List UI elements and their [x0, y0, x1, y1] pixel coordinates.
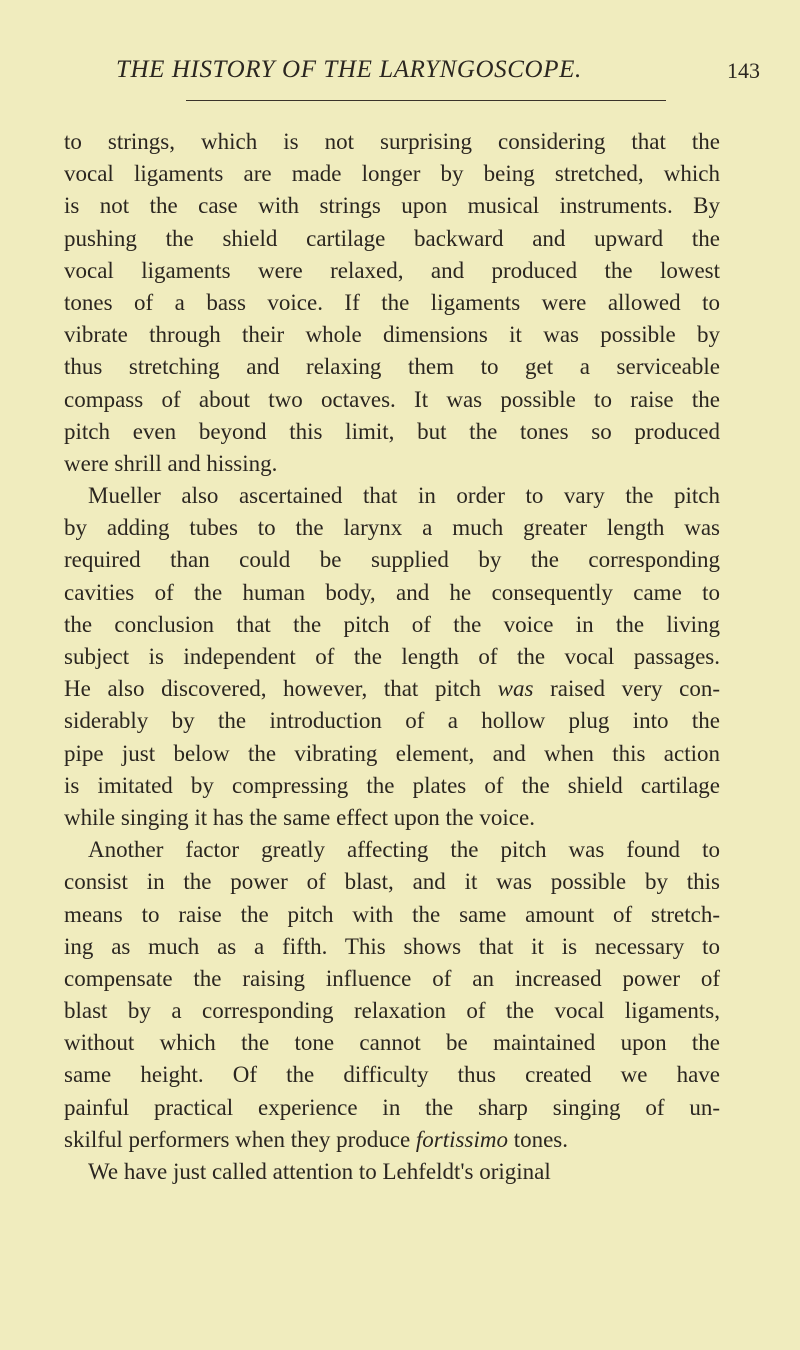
text-line: vocal ligaments are made longer by being stretched, which	[64, 161, 720, 187]
text-line: means to raise the pitch with the same amount of stretch-	[64, 901, 720, 927]
text-line: consist in the power of blast, and it was possible by this	[64, 869, 720, 895]
text-segment: skilful performers when they produce	[64, 1126, 411, 1152]
text-line: while singing it has the same effect upon the voice.	[64, 804, 535, 830]
running-head	[80, 56, 760, 88]
text-line: cavities of the human body, and he consequently came to	[64, 579, 720, 605]
text-line: blast by a corresponding relaxation of the vocal ligaments,	[64, 998, 720, 1024]
text-line: Mueller also ascertained that in order to vary the pitch	[88, 483, 720, 509]
body-text	[64, 126, 720, 1188]
text-line: Another factor greatly affecting the pitch was found to	[88, 837, 720, 863]
text-line: is imitated by compressing the plates of the shield cartilage	[64, 772, 720, 798]
italic-word: was	[497, 676, 534, 702]
text-line: were shrill and hissing.	[64, 450, 278, 476]
header-rule	[186, 100, 666, 101]
text-segment: tones.	[513, 1126, 569, 1152]
text-line: compass of about two octaves. It was possible to raise the	[64, 386, 720, 412]
running-title: THE HISTORY OF THE LARYNGOSCOPE.	[116, 56, 582, 83]
text-line: pitch even beyond this limit, but the tones so produced	[64, 418, 720, 444]
text-line: subject is independent of the length of the vocal passages.	[64, 644, 720, 669]
text-line: vibrate through their whole dimensions it was possible by	[64, 322, 720, 348]
text-line: same height. Of the difficulty thus created we have	[64, 1062, 720, 1088]
text-line: siderably by the introduction of a hollow plug into the	[64, 708, 720, 734]
text-line: pushing the shield cartilage backward and upward the	[64, 225, 720, 251]
text-line	[64, 1124, 720, 1156]
page-number: 143	[727, 58, 760, 83]
italic-word: fortissimo	[415, 1126, 508, 1152]
text-line: is not the case with strings upon musical instruments. By	[64, 193, 720, 219]
text-line: tones of a bass voice. If the ligaments were allowed to	[64, 289, 720, 315]
text-line: vocal ligaments were relaxed, and produced the lowest	[64, 257, 720, 283]
text-line: thus stretching and relaxing them to get a serviceable	[64, 354, 720, 380]
text-line: without which the tone cannot be maintained upon the	[64, 1030, 720, 1056]
text-line	[64, 673, 720, 705]
text-line: ing as much as a fifth. This shows that it is necessary to	[64, 933, 720, 959]
text-line: required than could be supplied by the corresponding	[64, 547, 720, 573]
text-line: painful practical experience in the sharp singing of un-	[64, 1094, 720, 1120]
text-line: to strings, which is not surprising considering that the	[64, 129, 720, 154]
text-line: the conclusion that the pitch of the voice in the living	[64, 611, 720, 637]
text-line: We have just called attention to Lehfeldt's original	[88, 1159, 551, 1184]
text-line: pipe just below the vibrating element, and when this action	[64, 740, 720, 766]
text-line: by adding tubes to the larynx a much greater length was	[64, 515, 720, 541]
text-line: compensate the raising influence of an increased power of	[64, 965, 720, 991]
text-segment: He also discovered, however, that pitch	[64, 676, 481, 702]
text-segment: raised very con-	[550, 676, 721, 702]
